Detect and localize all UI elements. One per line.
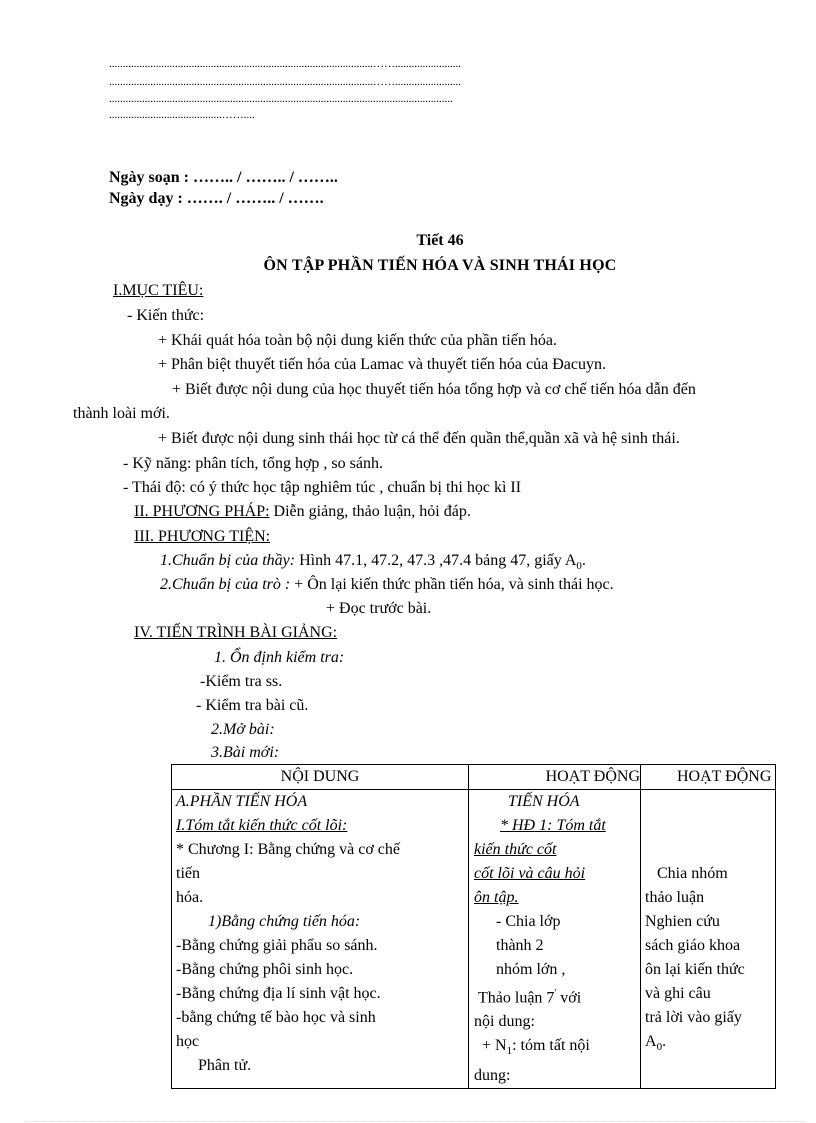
teacher-prep-subscript: 0 xyxy=(576,560,582,573)
content-cell xyxy=(172,790,469,1089)
student-text-4: sách giáo khoa xyxy=(645,937,741,954)
teacher-prep: 1.Chuẩn bị của thầy: Hình 47.1, 47.2, 47.3 ,47.4 bảng 47, giấy $A_0$. xyxy=(160,552,586,573)
evidence-item-1: -Bằng chứng giải phẩu so sánh. xyxy=(176,937,378,954)
evidence-item-4: -bằng chứng tế bào học và sinh xyxy=(176,1009,376,1026)
means-heading: III. PHƯƠNG TIỆN: xyxy=(134,528,271,545)
method-text: Diễn giảng, thảo luận, hỏi đáp. xyxy=(273,503,471,520)
skills-text: - Kỹ năng: phân tích, tổng hợp , so sánh. xyxy=(123,455,383,472)
chapter-line-1: * Chương I: Bằng chứng và cơ chế xyxy=(176,841,400,858)
date-prepared xyxy=(109,168,338,188)
student-text-8: $A_0$. xyxy=(645,1033,667,1054)
date-prepared-label: Ngày soạn : xyxy=(109,169,190,186)
step-3: 3.Bài mới: xyxy=(211,744,280,761)
activity-title: TIẾN HÓA xyxy=(508,793,580,810)
activity-1-line-3: cốt lõi và câu hỏi xyxy=(474,865,586,882)
evidence-item-2: -Bằng chứng phôi sinh học. xyxy=(176,961,354,978)
date-prepared-value: …….. / …….. / …….. xyxy=(193,169,338,186)
date-taught xyxy=(109,189,324,209)
objectives-heading: I.MỤC TIÊU: xyxy=(113,282,204,299)
student-text-5: ôn lại kiến thức xyxy=(645,961,745,978)
step-2: 2.Mở bài: xyxy=(211,721,275,738)
process-heading: IV. TIẾN TRÌNH BÀI GIẢNG: xyxy=(134,624,338,641)
student-text-3: Nghien cứu xyxy=(645,913,720,930)
evidence-item-3: -Bằng chứng địa lí sinh vật học. xyxy=(176,985,381,1002)
knowledge-item-3-continued: thành loài mới. xyxy=(73,405,170,422)
teacher-prep-label: 1.Chuẩn bị của thầy: xyxy=(160,552,296,569)
teacher-activity-cell xyxy=(469,790,641,1089)
activity-text-5: dung: xyxy=(474,1066,511,1084)
period-number: Tiết 46 xyxy=(416,232,464,249)
student-text-6: và ghi câu xyxy=(645,985,711,1002)
student-text-7: trả lời vào giấy xyxy=(645,1009,742,1026)
activity-1-line-1: * HĐ 1: Tóm tắt xyxy=(500,817,606,834)
lesson-table xyxy=(171,764,776,1089)
dotted-line-3: ............................................................................................................................. xyxy=(109,93,453,105)
dotted-line-2: ................................................................................................……........................ xyxy=(109,76,461,88)
student-prep-text-1: + Ôn lại kiến thức phần tiến hóa, và sinh thái học. xyxy=(294,576,614,593)
activity-text-2: Thảo luận 7' với xyxy=(478,988,582,1007)
activity-text-1c: nhóm lớn , xyxy=(496,961,566,978)
student-prep-text-2: + Đọc trước bài. xyxy=(326,600,432,617)
method-heading: II. PHƯƠNG PHÁP: xyxy=(134,503,270,520)
header-content: NỘI DUNG xyxy=(172,765,469,790)
knowledge-item-1: + Khái quát hóa toàn bộ nội dung kiến thức của phần tiến hóa. xyxy=(158,332,557,349)
activity-1-line-4: ôn tập. xyxy=(474,889,519,906)
dotted-line-1: ................................................................................................……........................ xyxy=(109,58,461,70)
student-text-1: Chia nhóm xyxy=(657,865,728,882)
table-header-row xyxy=(172,765,776,790)
activity-text-1a: - Chia lớp xyxy=(496,913,561,930)
page-bottom-divider xyxy=(25,1121,805,1122)
evidence-item-4-continued: học xyxy=(176,1033,200,1050)
dotted-line-4: .........................................…….... xyxy=(109,109,255,121)
activity-text-3: nội dung: xyxy=(474,1013,535,1031)
chapter-line-3: hóa. xyxy=(176,889,204,906)
header-student-activity: HOẠT ĐỘNG xyxy=(641,765,776,790)
attitude-text: - Thái độ: có ý thức học tập nghiêm túc , chuẩn bị thi học kì II xyxy=(123,479,522,496)
section-title: A.PHẦN TIẾN HÓA xyxy=(176,793,308,810)
header-teacher-activity: HOẠT ĐỘNG xyxy=(469,765,641,790)
date-taught-value: ……. / …….. / ……. xyxy=(186,190,324,207)
table-row xyxy=(172,790,776,1089)
check-old-lesson: - Kiểm tra bài cũ. xyxy=(196,697,309,714)
activity-text-1b: thành 2 xyxy=(496,937,544,954)
evidence-heading: 1)Bằng chứng tiến hóa: xyxy=(208,913,361,930)
student-prep-label: 2.Chuẩn bị của trò : xyxy=(160,576,291,593)
activity-text-4: + $N_1$: tóm tất nội xyxy=(482,1037,590,1058)
step-1: 1. Ổn định kiểm tra: xyxy=(214,649,345,666)
chapter-line-2: tiến xyxy=(176,865,200,882)
evidence-item-5: Phân tử. xyxy=(198,1057,252,1074)
student-activity-cell xyxy=(641,790,776,1089)
knowledge-label: - Kiến thức: xyxy=(127,307,205,324)
activity-1-line-2: kiến thức cốt xyxy=(474,841,557,858)
knowledge-item-4: + Biết được nội dung sinh thái học từ cá thể đến quần thể,quần xã và hệ sinh thái. xyxy=(158,430,680,447)
knowledge-item-3: + Biết được nội dung của học thuyết tiến hóa tổng hợp và cơ chế tiến hóa dẫn đến xyxy=(172,381,696,398)
knowledge-item-2: + Phân biệt thuyết tiến hóa của Lamac và thuyết tiến hóa của Đacuyn. xyxy=(158,356,606,373)
page-title: ÔN TẬP PHẦN TIẾN HÓA VÀ SINH THÁI HỌC xyxy=(263,257,617,274)
date-taught-label: Ngày dạy : xyxy=(109,190,183,207)
student-text-2: thảo luận xyxy=(645,889,705,906)
teacher-prep-text: Hình 47.1, 47.2, 47.3 ,47.4 bảng 47, giấy A xyxy=(299,552,577,569)
student-prep xyxy=(160,575,614,595)
check-attendance: -Kiểm tra ss. xyxy=(200,673,283,690)
method-section xyxy=(134,502,471,522)
subsection-title: I.Tóm tắt kiến thức cốt lõi: xyxy=(176,817,348,834)
